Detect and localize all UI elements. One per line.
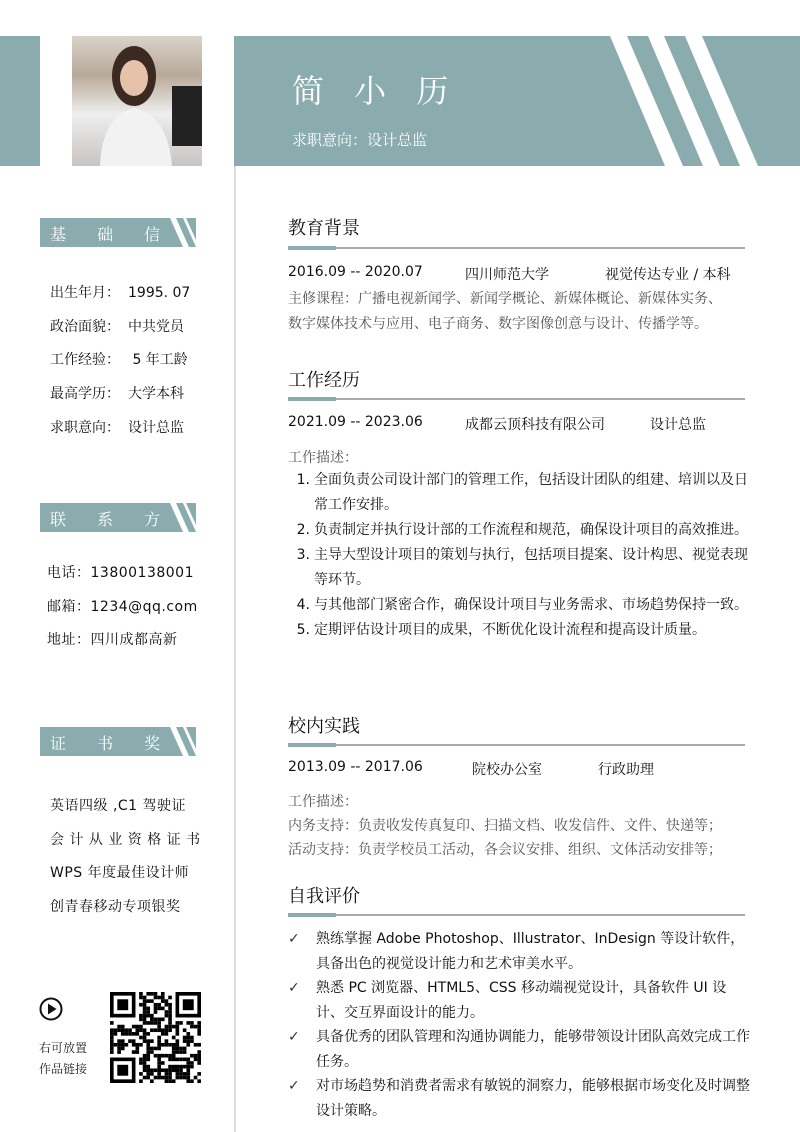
section-underline: [288, 398, 745, 400]
award-item: 会 计 从 业 资 格 证 书: [50, 832, 201, 848]
section-title-text: 基 础 信 息: [50, 225, 174, 267]
work-duty-item: [288, 618, 748, 643]
check-icon: ✓: [288, 931, 300, 947]
work-period: 2021.09 -- 2023.06: [288, 414, 423, 430]
item-number: 2.: [296, 522, 310, 538]
info-value: 大学本科: [128, 386, 184, 403]
column-divider: [234, 166, 236, 1132]
campus-desc-label: 工作描述：: [288, 794, 358, 810]
self-eval-item: [288, 976, 750, 1025]
portfolio-hint-1: 右可放置: [39, 1041, 88, 1055]
portfolio-hint-2: 作品链接: [39, 1062, 88, 1076]
work-role: 设计总监: [650, 417, 706, 433]
section-underline: [288, 914, 745, 916]
item-text: 定期评估设计项目的成果，不断优化设计流程和提高设计质量。: [314, 622, 706, 638]
work-desc-label: 工作描述：: [288, 450, 358, 466]
contact-email: 邮箱：1234@qq.com: [47, 599, 198, 615]
basic-info-row: [50, 417, 184, 437]
campus-role: 行政助理: [598, 762, 654, 778]
self-eval-item: [288, 1074, 750, 1123]
section-title-text: 联 系 方 式: [50, 510, 174, 552]
item-number: 1.: [296, 472, 310, 488]
contact-address: 地址：四川成都高新: [47, 632, 178, 648]
info-label: 最高学历：: [50, 386, 120, 403]
work-duty-item: [288, 593, 748, 618]
work-duty-item: [288, 468, 748, 518]
award-item: WPS 年度最佳设计师: [50, 865, 190, 881]
self-eval-list: [288, 927, 750, 1123]
basic-info-row: [50, 383, 184, 403]
award-item: 创青春移动专项银奖: [50, 899, 181, 915]
info-value: 中共党员: [128, 318, 184, 335]
work-duty-item: [288, 543, 748, 593]
info-label: 政治面貌：: [50, 318, 120, 335]
edu-school: 四川师范大学: [465, 267, 549, 283]
section-title-text: 证 书 奖 励: [50, 734, 174, 776]
play-circle-icon[interactable]: [39, 997, 63, 1025]
info-label: 出生年月：: [50, 285, 120, 301]
campus-desc: 内务支持：负责收发传真复印、扫描文档、收发信件、文件、快递等；: [288, 818, 722, 834]
work-duties-list: [288, 468, 748, 643]
section-title-self: 自我评价: [288, 886, 360, 907]
edu-courses: 数字媒体技术与应用、电子商务、数字图像创意与设计、传播学等。: [288, 316, 708, 332]
item-text: 具备优秀的团队管理和沟通协调能力，能够带领设计团队高效完成工作任务。: [316, 1029, 750, 1070]
info-value: 设计总监: [128, 419, 184, 436]
campus-org: 院校办公室: [472, 762, 542, 778]
info-value: 1995. 07: [128, 285, 191, 301]
item-number: 5.: [296, 622, 310, 638]
self-eval-item: [288, 927, 750, 976]
basic-info-row: [50, 282, 190, 302]
candidate-name: 简 小 历: [292, 72, 459, 110]
check-icon: ✓: [288, 1078, 300, 1094]
qr-code[interactable]: [110, 992, 201, 1087]
campus-period: 2013.09 -- 2017.06: [288, 759, 423, 775]
section-title-campus: 校内实践: [288, 716, 360, 737]
item-number: 4.: [296, 597, 310, 613]
check-icon: ✓: [288, 980, 300, 996]
item-text: 熟悉 PC 浏览器、HTML5、CSS 移动端视觉设计，具备软件 UI 设计、交互界面设计的能力。: [316, 980, 727, 1021]
edu-period: 2016.09 -- 2020.07: [288, 264, 423, 280]
campus-desc: 活动支持：负责学校员工活动，各会议安排、组织、文体活动安排等；: [288, 842, 722, 858]
section-underline: [288, 744, 745, 746]
item-text: 主导大型设计项目的策划与执行，包括项目提案、设计构思、视觉表现等环节。: [314, 547, 748, 588]
work-duty-item: [288, 518, 748, 543]
item-text: 全面负责公司设计部门的管理工作，包括设计团队的组建、培训以及日常工作安排。: [314, 472, 748, 513]
item-text: 负责制定并执行设计部的工作流程和规范，确保设计项目的高效推进。: [314, 522, 748, 538]
item-text: 对市场趋势和消费者需求有敏锐的洞察力，能够根据市场变化及时调整设计策略。: [316, 1078, 750, 1119]
section-title-work: 工作经历: [288, 370, 360, 391]
work-company: 成都云顶科技有限公司: [465, 417, 605, 433]
section-title-contact: [40, 503, 196, 552]
contact-phone: 电话：13800138001: [47, 565, 194, 581]
profile-photo: [72, 36, 202, 166]
award-item: 英语四级 ,C1 驾驶证: [50, 798, 187, 814]
job-intent: 求职意向：设计总监: [292, 131, 428, 149]
section-underline: [288, 247, 745, 249]
item-text: 熟练掌握 Adobe Photoshop、Illustrator、InDesign 等设计软件，具备出色的视觉设计能力和艺术审美水平。: [316, 931, 745, 972]
item-text: 与其他部门紧密合作，确保设计项目与业务需求、市场趋势保持一致。: [314, 597, 748, 613]
info-label: 求职意向：: [50, 419, 120, 436]
section-title-basic: [40, 218, 196, 267]
basic-info-row: [50, 349, 188, 369]
basic-info-row: [50, 316, 184, 336]
section-title-awards: [40, 727, 196, 776]
item-number: 3.: [296, 547, 310, 563]
header-left-bar: [0, 36, 40, 166]
info-value: 5 年工龄: [128, 352, 188, 369]
self-eval-item: [288, 1025, 750, 1074]
section-title-education: 教育背景: [288, 218, 360, 239]
edu-major: 视觉传达专业 / 本科: [605, 267, 731, 283]
edu-courses: 主修课程：广播电视新闻学、新闻学概论、新媒体概论、新媒体实务、: [288, 291, 722, 307]
check-icon: ✓: [288, 1029, 300, 1045]
info-label: 工作经验：: [50, 352, 120, 369]
